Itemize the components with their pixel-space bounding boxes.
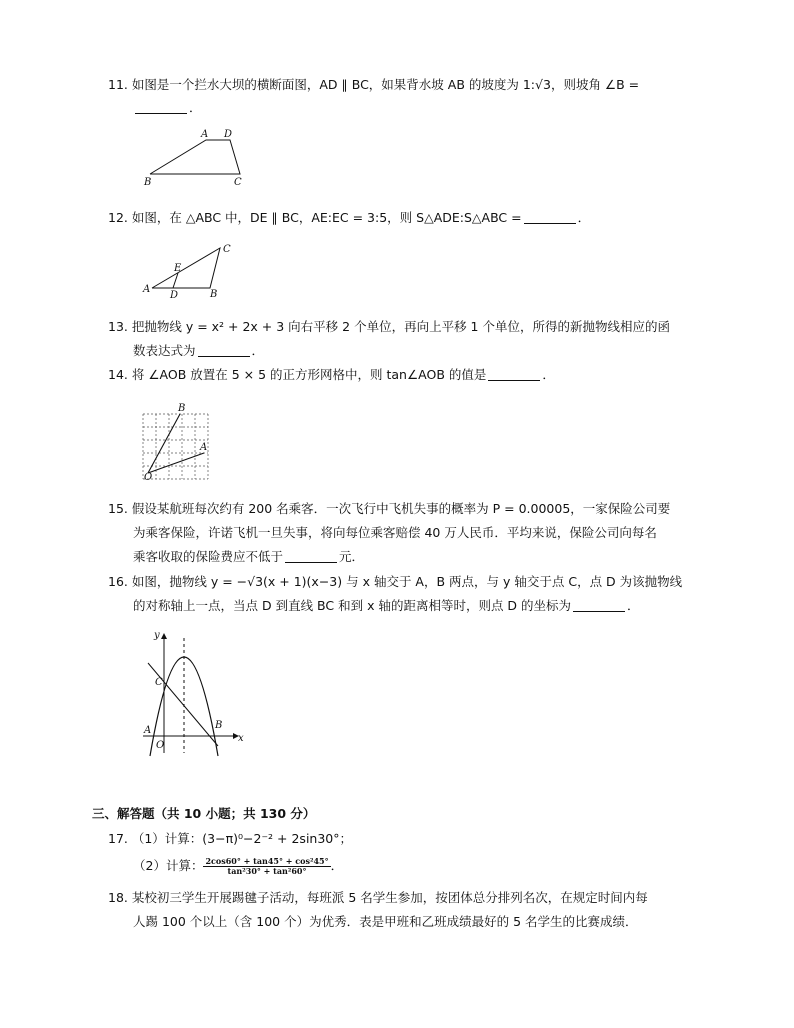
q12-line1: 12. 如图，在 △ABC 中，DE ∥ BC，AE:EC = 3:5，则 S△ADE:S△ABC = ． <box>108 210 591 225</box>
q14-line1: 14. 将 ∠AOB 放置在 5 × 5 的正方形网格中，则 tan∠AOB 的值是 ． <box>108 367 555 382</box>
q13-line2: 数表达式为 ． <box>133 343 265 358</box>
label-D: D <box>170 290 179 301</box>
grid-5x5 <box>143 414 208 479</box>
section-heading: 三、解答题（共 10 小题；共 130 分） <box>92 806 316 821</box>
q15-line1: 15. 假设某航班每次约有 200 名乘客．一次飞行中飞机失事的概率为 P = 0.00005，一家保险公司要 <box>108 501 671 516</box>
label-B: B <box>178 403 186 414</box>
q18-line1: 18. 某校初三学生开展踢毽子活动，每班派 5 名学生参加，按团体总分排列名次，在规定时间内每 <box>108 890 648 905</box>
label-C: C <box>223 244 231 255</box>
label-A: A <box>143 284 151 295</box>
q16-line1: 16. 如图，抛物线 y = −√3(x + 1)(x−3) 与 x 轴交于 A，B 两点，与 y 轴交于点 C，点 D 为该抛物线 <box>108 574 683 589</box>
label-y: y <box>154 630 160 641</box>
label-B: B <box>215 720 223 731</box>
q18-line2: 人踢 100 个以上（含 100 个）为优秀．表是甲班和乙班成绩最好的 5 名学生的比赛成绩． <box>133 914 638 929</box>
label-A: A <box>201 129 209 140</box>
q11-line2: ． <box>133 99 202 117</box>
q17-part2: （2）计算： $\frac{\text{2cos60° + tan45° + cos²45°}}{\text{tan²30° + tan²60°}}$ ． <box>133 856 344 876</box>
label-B: B <box>210 289 218 300</box>
q14-figure-grid <box>138 400 228 490</box>
q11-line1: 11. 如图是一个拦水大坝的横断面图，AD ∥ BC，如果背水坡 AB 的坡度为 1:√3，则坡角 ∠B = <box>108 77 640 92</box>
q16-figure-parabola <box>138 628 258 763</box>
q11-figure-trapezoid <box>140 128 260 188</box>
q17-part1: 17. （1）计算：(3−π)⁰−2⁻² + 2sin30°； <box>108 831 352 846</box>
label-D: D <box>224 129 233 140</box>
answer-blank[interactable] <box>524 211 576 224</box>
triangle-outline <box>152 248 220 288</box>
label-B: B <box>144 177 152 188</box>
answer-blank[interactable] <box>135 101 187 114</box>
q17-fraction: $\frac{\text{2cos60° + tan45° + cos²45°}}{\text{tan²30° + tan²60°}}$ <box>205 856 329 876</box>
label-C: C <box>234 177 242 188</box>
q13-line1: 13. 把抛物线 y = x² + 2x + 3 向右平移 2 个单位，再向上平移 1 个单位，所得的新抛物线相应的函 <box>108 319 670 334</box>
q15-line3: 乘客收取的保险费应不低于 元． <box>133 549 365 564</box>
answer-blank[interactable] <box>285 550 337 563</box>
label-E: E <box>174 263 182 274</box>
q12-figure-triangle <box>140 240 250 300</box>
label-x: x <box>238 733 244 744</box>
label-A: A <box>200 442 208 453</box>
ray-OA <box>148 453 204 473</box>
trapezoid-outline <box>150 140 240 174</box>
answer-blank[interactable] <box>573 599 625 612</box>
label-A: A <box>144 725 152 736</box>
label-O: O <box>156 740 165 751</box>
q15-line2: 为乘客保险，许诺飞机一旦失事，将向每位乘客赔偿 40 万人民币．平均来说，保险公司向每名 <box>133 525 657 540</box>
answer-blank[interactable] <box>488 368 540 381</box>
label-C: C <box>155 677 163 688</box>
q16-line2: 的对称轴上一点，当点 D 到直线 BC 和到 x 轴的距离相等时，则点 D 的坐标为 ． <box>133 598 640 613</box>
label-O: O <box>144 472 153 483</box>
ray-OB <box>148 414 180 473</box>
answer-blank[interactable] <box>198 344 250 357</box>
